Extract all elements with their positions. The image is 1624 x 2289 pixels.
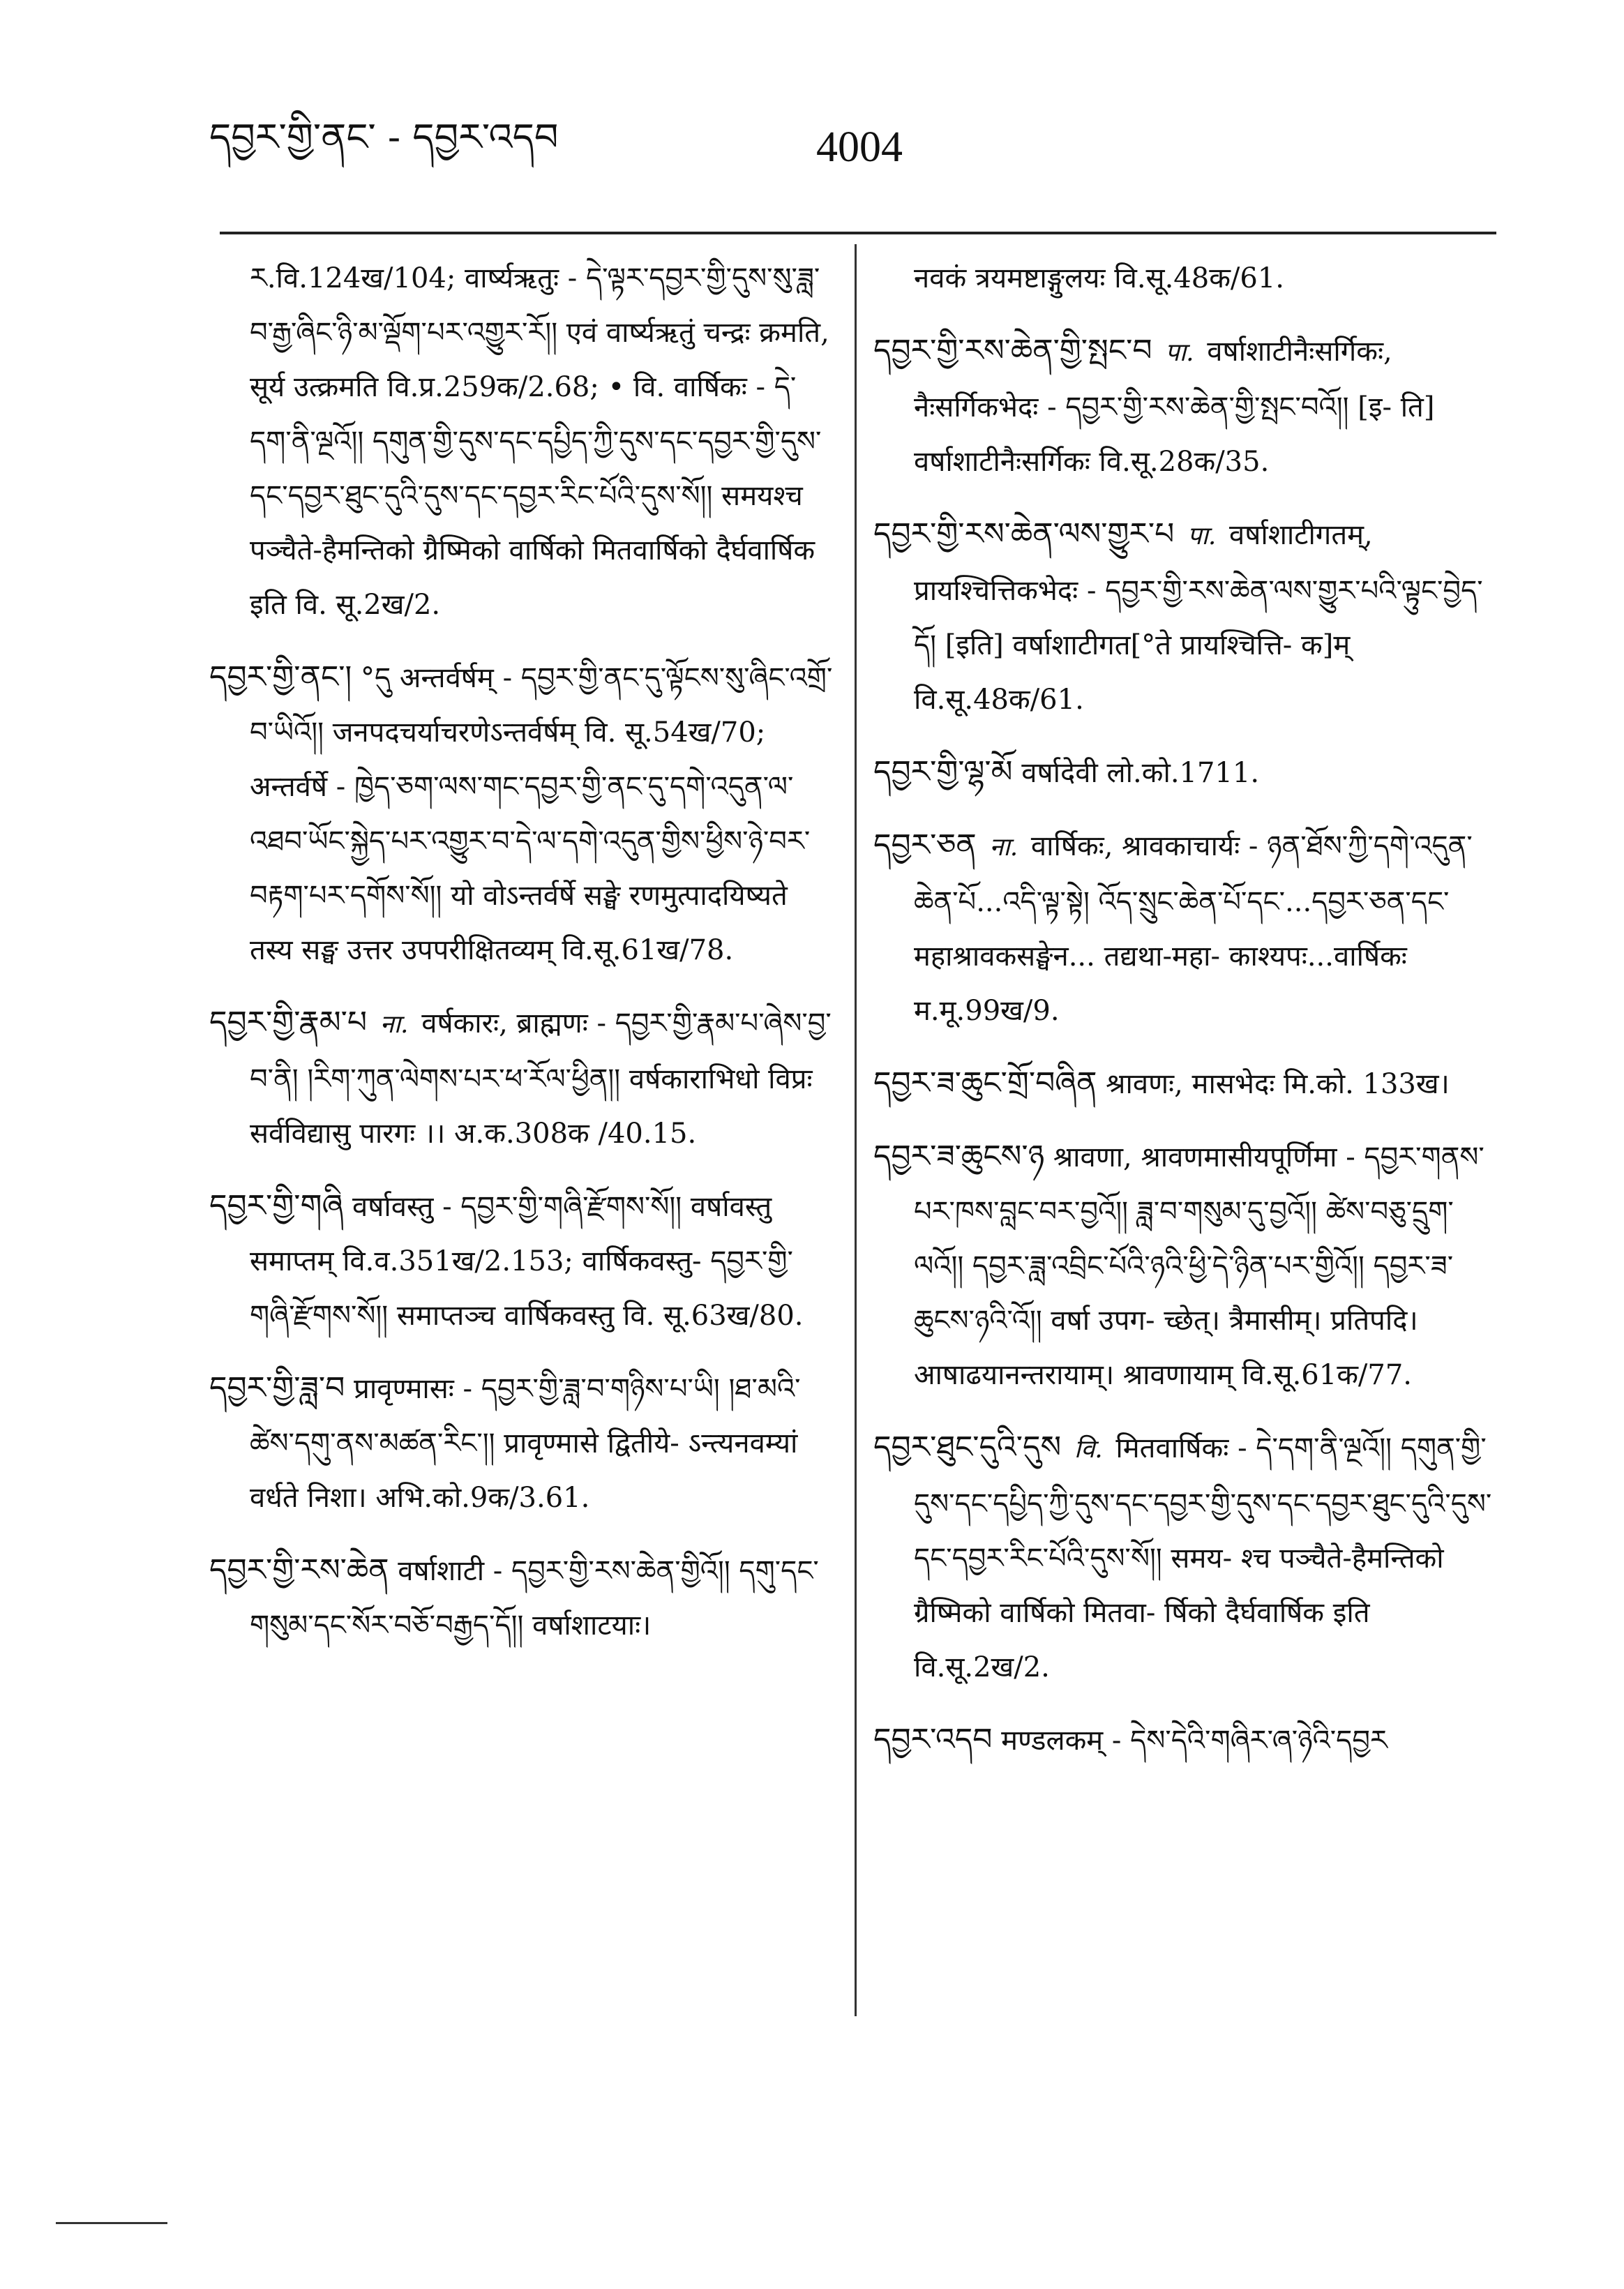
entry-body: वर्षकारः, ब्राह्मणः - དབྱར་གྱི་རྣམ་པ་ཞེས་བྱ་བ་ནི། །རིག་ཀུན་ལེགས་པར་ཕ་རོལ་ཕྱིན།། वर्षकाराभिधो विप्रः सर्वविद्यासु पारगः ।। अ.क.308क /40.15. <box>250 1007 832 1150</box>
entry-body: मितवार्षिकः - དེ་དག་ནི་ལྔའོ།། དགུན་གྱི་དུས་དང་དཔྱིད་ཀྱི་དུས་དང་དབྱར་གྱི་དུས་དང་དབྱར་ཐུང་དུའི་དུས་དང་དབྱར་རིང་པོའི་དུས་སོ།། समय- श्च पञ्चैते-हैमन्तिको ग्रैष्मिको वार्षिको मितवा- र्षिको दैर्घवार्षिक इति वि.सू.2ख/2. <box>914 1432 1492 1683</box>
entry-body: वार्षिकः, श्रावकाचार्यः - ཉན་ཐོས་ཀྱི་དགེ་འདུན་ཆེན་པོ...འདི་ལྟ་སྟེ། འོད་སྲུང་ཆེན་པོ་དང་...དབྱར་ཅན་དང་ महाश्रावकसङ्घेन... तद्यथा-महा- काश्यपः...वार्षिकः म.मू.99ख/9. <box>914 830 1473 1027</box>
entry-headword: དབྱར་གྱི་རས་ཆེན་གྱི་སྤང་བ <box>873 333 1152 368</box>
entry-body: वर्षाशाटीगतम्, प्रायश्चित्तिकभेदः - དབྱར་གྱི་རས་ཆེན་ལས་གྱུར་པའི་ལྟུང་བྱེད་དོ། [इति] वर्षाशाटीगत[°ते प्रायश्चित्ति- क]म् वि.सू.48क/61. <box>914 519 1483 716</box>
dictionary-entry <box>209 1179 837 1343</box>
dictionary-entry <box>873 1130 1494 1402</box>
left-column <box>209 251 837 1671</box>
entry-body: प्रावृण्मासः - དབྱར་གྱི་ཟླ་བ་གཉིས་པ་ཡི། །ཐ་མའི་ཚེས་དགུ་ནས་མཚན་རིང་།། प्रावृण्मासे द्वितीये- ऽन्त्यनवम्यां वर्धते निशा। अभि.को.9क/3.61. <box>250 1373 801 1514</box>
entry-body: वर्षाशाटीनैःसर्गिकः, नैःसर्गिकभेदः - དབྱར་གྱི་རས་ཆེན་གྱི་སྤང་བའོ།། [इ- ति] वर्षाशाटीनैःसर्गिकः वि.सू.28क/35. <box>914 336 1435 478</box>
entry-body: श्रावणा, श्रावणमासीयपूर्णिमा - དབྱར་གནས་པར་ཁས་བླང་བར་བྱའོ།། ཟླ་བ་གསུམ་དུ་བྱའོ།། ཚེས་བཅུ་དྲུག་ལའོ།། དབྱར་ཟླ་འབྲིང་པོའི་ཉའི་ཕྱི་དེ་ཉིན་པར་གྱིའོ།། དབྱར་ཟ་ཆུངས་ཉའི་འོ།། वर्षा उपग- च्छेत्। त्रैमासीम्। प्रतिपदि। आषाढयानन्तरायाम्। श्रावणायाम् वि.सू.61क/77. <box>914 1141 1484 1391</box>
entry-headword: དབྱར་ཟ་ཆུངས་ཉ <box>873 1139 1045 1174</box>
entry-body: नवकं त्रयमष्टाङ्गुलयः वि.सू.48क/61. <box>914 262 1285 294</box>
entry-headword: དབྱར་ཐུང་དུའི་དུས <box>873 1429 1062 1465</box>
right-column <box>873 251 1494 1786</box>
entry-headword: དབྱར་ཟ་ཆུང་གྲོ་བཞིན <box>873 1065 1097 1101</box>
entry-headword: དབྱར་གྱི་ཟླ་བ <box>209 1370 345 1406</box>
grammar-tag: पा. <box>1165 338 1194 367</box>
page-number: 4004 <box>816 123 903 171</box>
dictionary-entry <box>873 251 1494 306</box>
footer-rule <box>56 2222 167 2224</box>
entry-body: वर्षादेवी लो.को.1711. <box>1021 757 1260 789</box>
entry-headword: དབྱར་གྱི་གཞི <box>209 1188 344 1224</box>
entry-body: ར.वि.124ख/104; वार्ष्यऋतुः - དེ་ལྟར་དབྱར་གྱི་དུས་སུ་ཟླ་བ་རྒྱ་ཞིང་ཉི་མ་ལྡོག་པར་འགྱུར་རོ།། एवं वार्ष्यऋतुं चन्द्रः क्रमति, सूर्य उत्क्रमति वि.प्र.259क/2.68; • वि. वार्षिकः - དེ་དག་ནི་ལྔའོ།། དགུན་གྱི་དུས་དང་དཔྱིད་ཀྱི་དུས་དང་དབྱར་གྱི་དུས་དང་དབྱར་ཐུང་དུའི་དུས་དང་དབྱར་རིང་པོའི་དུས་སོ།། समयश्च पञ्चैते-हैमन्तिको ग्रैष्मिको वार्षिको मितवार्षिको दैर्घवार्षिक इति वि. सू.2ख/2. <box>250 262 829 621</box>
header-rule <box>220 232 1496 234</box>
entry-body: वर्षाशाटी - དབྱར་གྱི་རས་ཆེན་གྱིའོ།། དགུ་དང་གསུམ་དང་སོར་བཅོ་བརྒྱད་དོ།། वर्षाशाटयाः। <box>250 1555 819 1642</box>
dictionary-entry <box>209 1543 837 1653</box>
grammar-tag: ना. <box>379 1010 409 1039</box>
dictionary-entry <box>209 650 837 977</box>
dictionary-entry <box>873 507 1494 727</box>
dictionary-entry <box>209 251 837 632</box>
entry-headword: དབྱར་གྱི་རས་ཆེན <box>209 1552 389 1588</box>
grammar-tag: ना. <box>989 833 1018 862</box>
entry-headword: དབྱར་གྱི་ལྷ་མོ <box>873 754 1013 790</box>
entry-body: °དུ अन्तर्वर्षम् - དབྱར་གྱི་ནང་དུ་ལྟོངས་སུ་ཞིང་འགྲོ་བ་ཡིའོ།། जनपदचर्याचरणेऽन्तर्वर्षम् वि. सू.54ख/70; अन्तर्वर्षे - ཁྱེད་ཅག་ལས་གང་དབྱར་གྱི་ནང་དུ་དགེ་འདུན་ལ་འཐབ་ཡོང་སྐྱེད་པར་འགྱུར་བ་དེ་ལ་དགེ་འདུན་གྱིས་ཕྱིས་ཉེ་བར་བརྟག་པར་དགོས་སོ།། यो वोऽन्तर्वर्षे सङ्घे रणमुत्पादयिष्यते तस्य सङ्घ उत्तर उपपरीक्षितव्यम् वि.सू.61ख/78. <box>250 662 833 966</box>
grammar-tag: पा. <box>1187 522 1217 550</box>
dictionary-entry <box>873 1713 1494 1768</box>
entry-headword: དབྱར་གྱི་ནང་། <box>209 659 352 695</box>
grammar-tag: वि. <box>1074 1435 1103 1464</box>
dictionary-entry <box>209 1361 837 1525</box>
dictionary-entry <box>873 324 1494 489</box>
dictionary-entry <box>873 1420 1494 1695</box>
entry-body: मण्डलकम् - དེས་དེའི་གཞིར་ཞ་ཉེའི་དབྱར <box>1001 1725 1388 1757</box>
entry-headword: དབྱར་འདབ <box>873 1722 993 1757</box>
dictionary-entry <box>209 996 837 1161</box>
dictionary-entry <box>873 818 1494 1038</box>
entry-headword: དབྱར་གྱི་རྣམ་པ <box>209 1005 368 1040</box>
entry-headword: དབྱར་ཅན <box>873 827 977 863</box>
entry-body: श्रावणः, मासभेदः मि.को. 133ख। <box>1106 1068 1450 1100</box>
running-header: དབྱར་གྱི་ནང་ - དབྱར་འདབ <box>209 115 559 159</box>
column-divider <box>855 244 857 2016</box>
dictionary-entry <box>873 745 1494 800</box>
entry-headword: དབྱར་གྱི་རས་ཆེན་ལས་གྱུར་པ <box>873 516 1175 552</box>
entry-body: वर्षावस्तु - དབྱར་གྱི་གཞི་རྫོགས་སོ།། वर्षावस्तु समाप्तम् वि.व.351ख/2.153; वार्षिकवस्तु- དབྱར་གྱི་གཞི་རྫོགས་སོ།། समाप्तञ्च वार्षिकवस्तु वि. सू.63ख/80. <box>250 1191 804 1332</box>
dictionary-entry <box>873 1056 1494 1111</box>
